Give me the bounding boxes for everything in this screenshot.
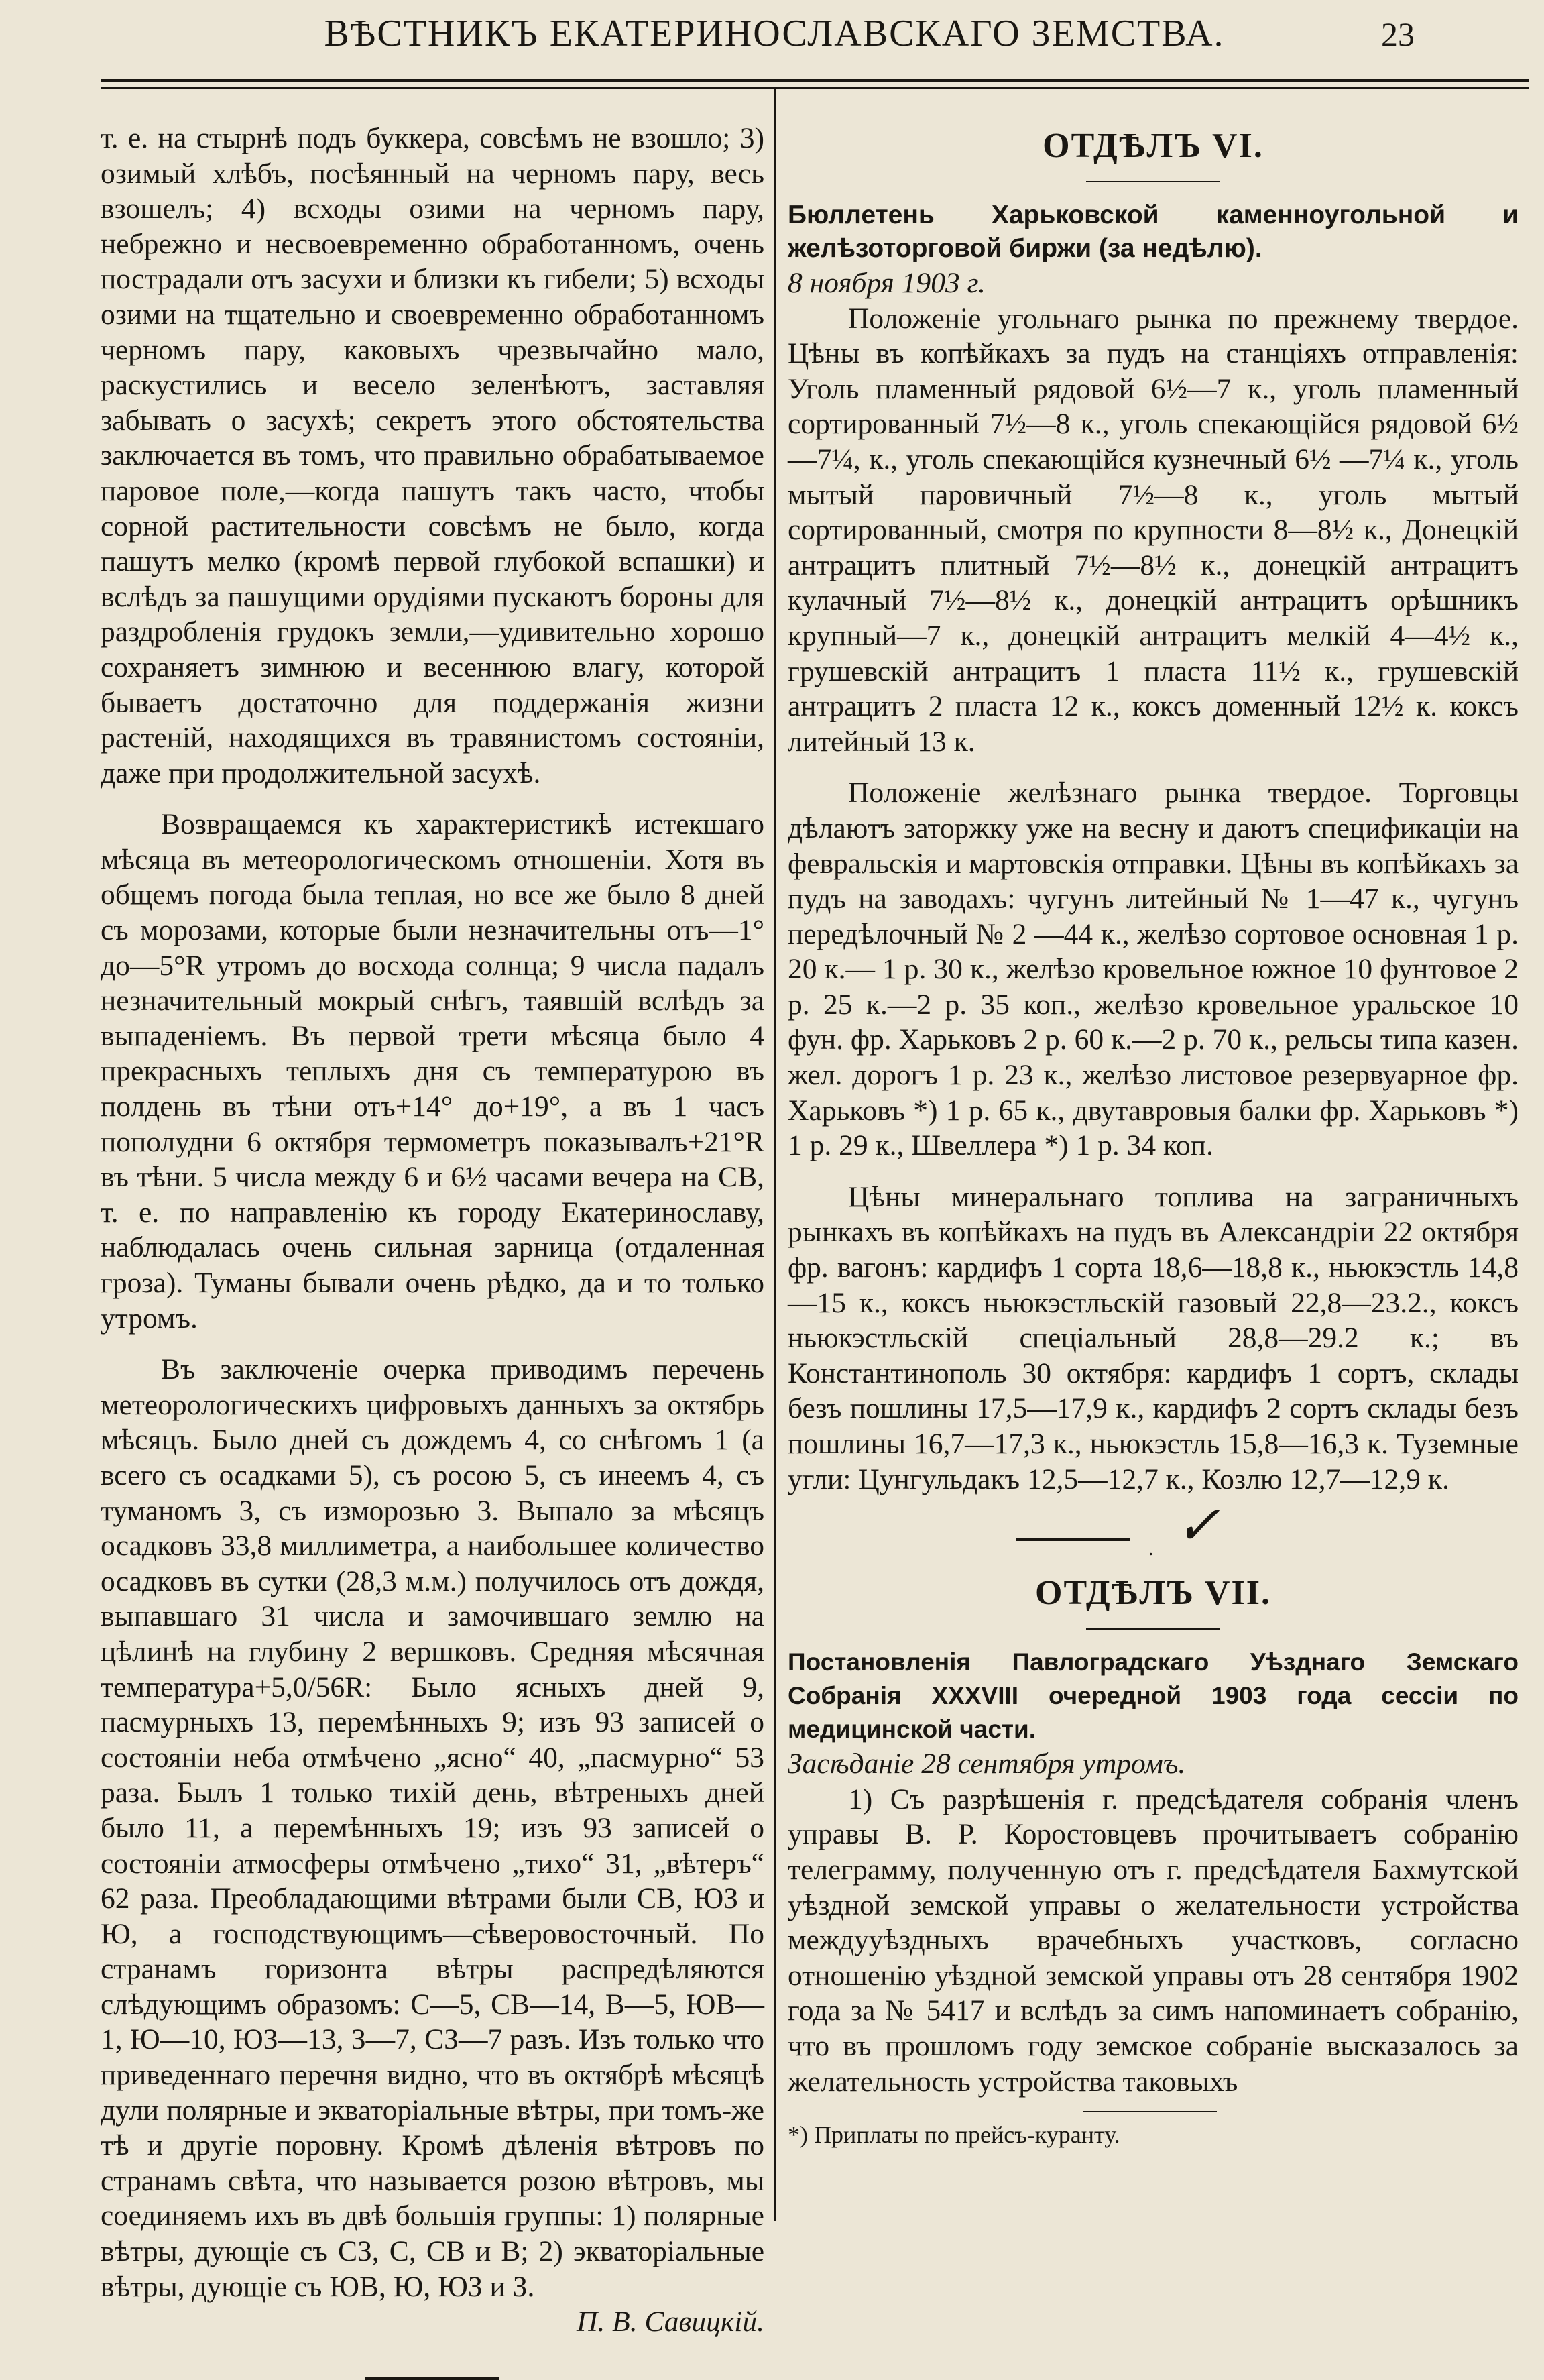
- resolution-title: Постановленія Павлоградскаго Уѣзднаго Земскаго Собранія XXXVIII очередной 1903 года сессіи по медицинской части.: [788, 1648, 1519, 1744]
- page-number: 23: [1381, 15, 1415, 53]
- divider-bar: [1016, 1538, 1130, 1541]
- running-header: [0, 0, 1544, 75]
- section-7-title: ОТДѢЛЪ VII.: [1035, 1574, 1271, 1613]
- left-paragraph-3: Въ заключеніе очерка приводимъ перечень метеорологическихъ цифровыхъ данныхъ за октябрь мѣсяцъ. Было дней съ дождемъ 4, со снѣгомъ 1 (а всего съ осадками 5), съ росою 5, съ инеемъ 4, съ туманомъ 3, съ изморозью 3. Выпало за мѣсяцъ осадковъ 33,8 миллиметра, а наибольшее количество осадковъ въ сутки (28,3 м.м.) получилось отъ дождя, выпавшаго 31 числа и замочившаго землю на цѣлинѣ на глубину 2 вершковъ. Средняя мѣсячная температура+5,0/56R: Было ясныхъ дней 9, пасмурныхъ 13, перемѣнныхъ 9; изъ 93 записей о состояніи неба отмѣчено „ясно“ 40, „пасмурно“ 53 раза. Былъ 1 только тихій день, вѣтреныхъ дней было 11, а перемѣнныхъ 19; изъ 93 записей о состояніи атмосферы отмѣчено „тихо“ 31, „вѣтеръ“ 62 раза. Преобладающими вѣтрами были СВ, ЮЗ и Ю, а господствующимъ—сѣверовосточный. По странамъ горизонта вѣтры распредѣляются слѣдующимъ образомъ: С—5, СВ—14, В—5, ЮВ—1, Ю—10, ЮЗ—13, З—7, СЗ—7 разъ. Изъ только что приведеннаго перечня видно, что въ октябрѣ мѣсяцѣ дули полярные и экваторіальные вѣтры, при томъ-же тѣ и другіе поровну. Кромѣ дѣленія вѣтровъ по странамъ свѣта, что называется розою вѣтровъ, мы соединяемъ ихъ въ двѣ большія группы: 1) полярные вѣтры, дующіе съ СЗ, С, СВ и В; 2) экваторіальные вѣтры, дующіе съ ЮВ, Ю, ЮЗ и З.: [101, 1353, 764, 2303]
- divider-dot: .: [1148, 1538, 1154, 1561]
- foreign-fuel-paragraph: Цѣны минеральнаго топлива на заграничныхъ рынкахъ въ копѣйкахъ на пудъ въ Александріи 22 октября фр. вагонъ: кардифъ 1 сорта 18,6—18,8 к., ньюкэстль 14,8—15 к., коксъ ньюкэстльскій газовый 22,8—23.2., коксъ ньюкэстльскій спеціальный 28,8—29.2 к.; въ Константинополь 30 октября: кардифъ 1 сортъ, склады безъ пошлины 17,5—17,9 к., кардифъ 2 сортъ склады безъ пошлины 16,7—17,3 к., ньюкэстль 15,8—16,3 к. Туземные угли: Цунгульдакъ 12,5—12,7 к., Козлю 12,7—12,9 к.: [788, 1180, 1519, 1495]
- bulletin-title: Бюллетень Харьковской каменноугольной и желѣзоторговой биржи (за недѣлю).: [788, 201, 1519, 263]
- author-signature: П. В. Савицкій.: [577, 2306, 764, 2338]
- left-paragraph-1: т. е. на стырнѣ подъ буккера, совсѣмъ не взошло; 3) озимый хлѣбъ, посѣянный на черномъ пару, весь взошелъ; 4) всходы озими на черномъ пару, небрежно и несвоевременно обработанномъ, очень пострадали отъ засухи и близки къ гибели; 5) всходы озими на тщательно и своевременно обработанномъ черномъ пару, каковыхъ чрезвычайно мало, раскустились и весело зеленѣютъ, заставляя забывать о засухѣ; секретъ этого обстоятельства заключается въ томъ, что правильно обрабатываемое паровое поле,—когда пашутъ такъ часто, чтобы сорной растительности совсѣмъ не было, когда пашутъ мелко (кромѣ первой глубокой вспашки) и вслѣдъ за пашущими орудіями пускаютъ бороны для раздробленія грудокъ земли,—удивительно хорошо сохраняетъ зимнюю и весеннюю влагу, которой бываетъ достаточно для поддержанія жизни растеній, находящихся въ травянистомъ состояніи, даже при продолжительной засухѣ.: [101, 122, 764, 789]
- column-divider: [774, 89, 776, 2221]
- section-6-title: ОТДѢЛЪ VI.: [1043, 127, 1264, 165]
- end-article-rule: [365, 2377, 499, 2380]
- coal-market-paragraph: Положеніе угольнаго рынка по прежнему твердое. Цѣны въ копѣйкахъ за пудъ на станціяхъ отправленія: Уголь пламенный рядовой 6½—7 к., уголь пламенный сортированный 7½—8 к., уголь спекающійся рядовой 6½—7¼, к., уголь спекающійся кузнечный 6½ —7¼ к., уголь мытый паровичный 7½—8 к., уголь мытый сортированный, смотря по крупности 8—8½ к., Донецкій антрацитъ плитный 7½—8½ к., донецкій антрацитъ кулачный 7½—8½ к., донецкій антрацитъ орѣшникъ крупный—7 к., донецкій антрацитъ мелкій 4—4½ к., грушевскій антрацитъ 1 пласта 11½ к., грушевскій антрацитъ 2 пласта 12 к., коксъ доменный 12½ к. коксъ литейный 13 к.: [788, 302, 1519, 758]
- bulletin-date: 8 ноября 1903 г.: [788, 267, 986, 299]
- section-7-rule: [1086, 1628, 1220, 1630]
- section-divider-mark: [788, 1497, 1519, 1568]
- section-6-rule: [1086, 181, 1220, 182]
- journal-title: ВѢСТНИКЪ ЕКАТЕРИНОСЛАВСКАГО ЗЕМСТВА.: [324, 13, 1225, 54]
- left-column: [101, 121, 764, 2380]
- resolution-paragraph: 1) Съ разрѣшенія г. предсѣдателя собранія членъ управы В. Р. Коростовцевъ прочитываетъ собранію телеграмму, полученную отъ г. предсѣдателя Бахмутской уѣздной земской управы о желательности устройства междууѣздныхъ врачебныхъ участковъ, согласно отношенію уѣздной земской управы отъ 28 сентября 1902 года за № 5417 и вслѣдъ за симъ напоминаетъ собранію, что въ прошломъ году земское собраніе высказалось за желательность устройства таковыхъ: [788, 1782, 1519, 2098]
- header-rule: [101, 79, 1529, 82]
- session-line: Засѣданіе 28 сентября утромъ.: [788, 1748, 1186, 1780]
- footnote: *) Приплаты по прейсъ-куранту.: [788, 2121, 1120, 2149]
- iron-market-paragraph: Положеніе желѣзнаго рынка твердое. Торговцы дѣлаютъ заторжку уже на весну и даютъ спецификаціи на февральскія и мартовскія отправки. Цѣны въ копѣйкахъ за пудъ на заводахъ: чугунъ литейный № 1—47 к., чугунъ передѣлочный № 2 —44 к., желѣзо сортовое основная 1 р. 20 к.— 1 р. 30 к., желѣзо кровельное южное 10 фунтовое 2 р. 25 к.—2 р. 35 коп., желѣзо кровельное уральское 10 фун. фр. Харьковъ 2 р. 60 к.—2 р. 70 к., рельсы типа казен. жел. дорогъ 1 р. 23 к., желѣзо листовое резервуарное фр. Харьковъ *) 1 р. 65 к., двутавровыя балки фр. Харьковъ *) 1 р. 29 к., Швеллера *) 1 р. 34 коп.: [788, 777, 1519, 1162]
- right-column: [788, 121, 1519, 2150]
- footnote-rule: [1083, 2111, 1217, 2112]
- left-paragraph-2: Возвращаемся къ характеристикѣ истекшаго мѣсяца въ метеорологическомъ отношеніи. Хотя въ общемъ погода была теплая, но все же было 8 дней съ морозами, которые были незначительны отъ—1° до—5°R утромъ до восхода солнца; 9 числа падалъ незначительный мокрый снѣгъ, таявшій вслѣдъ за выпаденіемъ. Въ первой трети мѣсяца было 4 прекрасныхъ теплыхъ дня съ температурою въ полдень въ тѣни отъ+14° до+19°, а въ 1 часъ пополудни 6 октября термометръ показывалъ+21°R въ тѣни. 5 числа между 6 и 6½ часами вечера на СВ, т. е. по направленію къ городу Екатеринославу, наблюдалась очень сильная зарница (отдаленная гроза). Туманы бывали очень рѣдко, да и то только утромъ.: [101, 808, 764, 1335]
- check-mark: ✓: [1175, 1497, 1221, 1556]
- header-rule-thin: [101, 87, 1529, 89]
